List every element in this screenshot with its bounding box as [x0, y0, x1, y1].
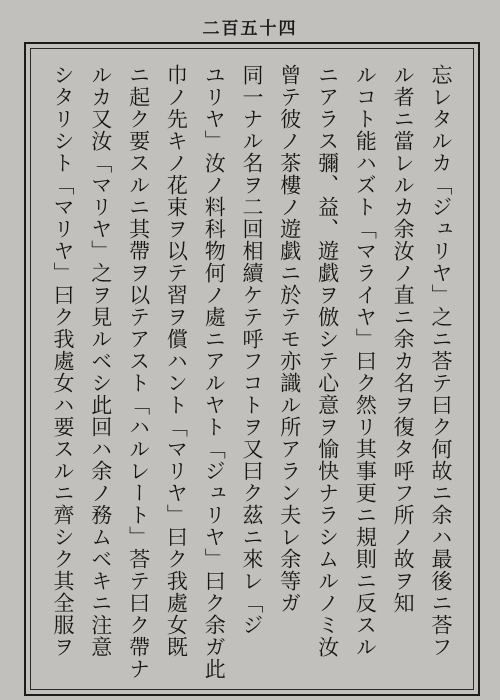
text-column: 巾ノ先キノ花束ヲ以テ習ヲ償ハント「マリヤ」曰ク我處女既	[164, 64, 189, 658]
text-column: ルコト能ハズト「マライヤ」曰ク然リ其事更ニ規則ニ反スル	[353, 64, 378, 658]
page-number: 二百五十四	[202, 19, 298, 39]
text-column: 忘レタルカ「ジュリヤ」之ニ荅テ曰ク何故ニ余ハ最後ニ荅フ	[428, 64, 453, 658]
text-body	[48, 64, 456, 684]
text-column: 曾テ彼ノ茶樓ノ遊戯ニ於テモ亦識ル所アラン夫レ余等ガ	[277, 64, 302, 614]
text-column: ユリヤ」汝ノ料科物何ノ處ニアルヤト「ジュリヤ」曰ク余ガ此	[202, 64, 227, 680]
text-column: ル者ニ當レルカ余汝ノ直ニ余カ名ヲ復タ呼フ所ノ故ヲ知	[391, 64, 416, 614]
text-column: ニ起ク要スルニ其帶ヲ以テアスト「ハルレート」荅テ曰ク帶ナ	[126, 64, 151, 680]
text-column: 同一ナル名ヲ二回相續ケテ呼フコトヲ又曰ク茲ニ來レ「ジ	[239, 64, 264, 636]
text-column: ルカ又汝「マリヤ」之ヲ見ルベシ此回ハ余ノ務ムベキニ注意	[88, 64, 113, 658]
text-column: ニアラス彌、益、遊戯ヲ倣シテ心意ヲ愉快ナラシムルノミ汝	[315, 64, 340, 658]
text-column: シタリシト「マリヤ」曰ク我處女ハ要スルニ齊シク其全服ヲ	[51, 64, 75, 658]
